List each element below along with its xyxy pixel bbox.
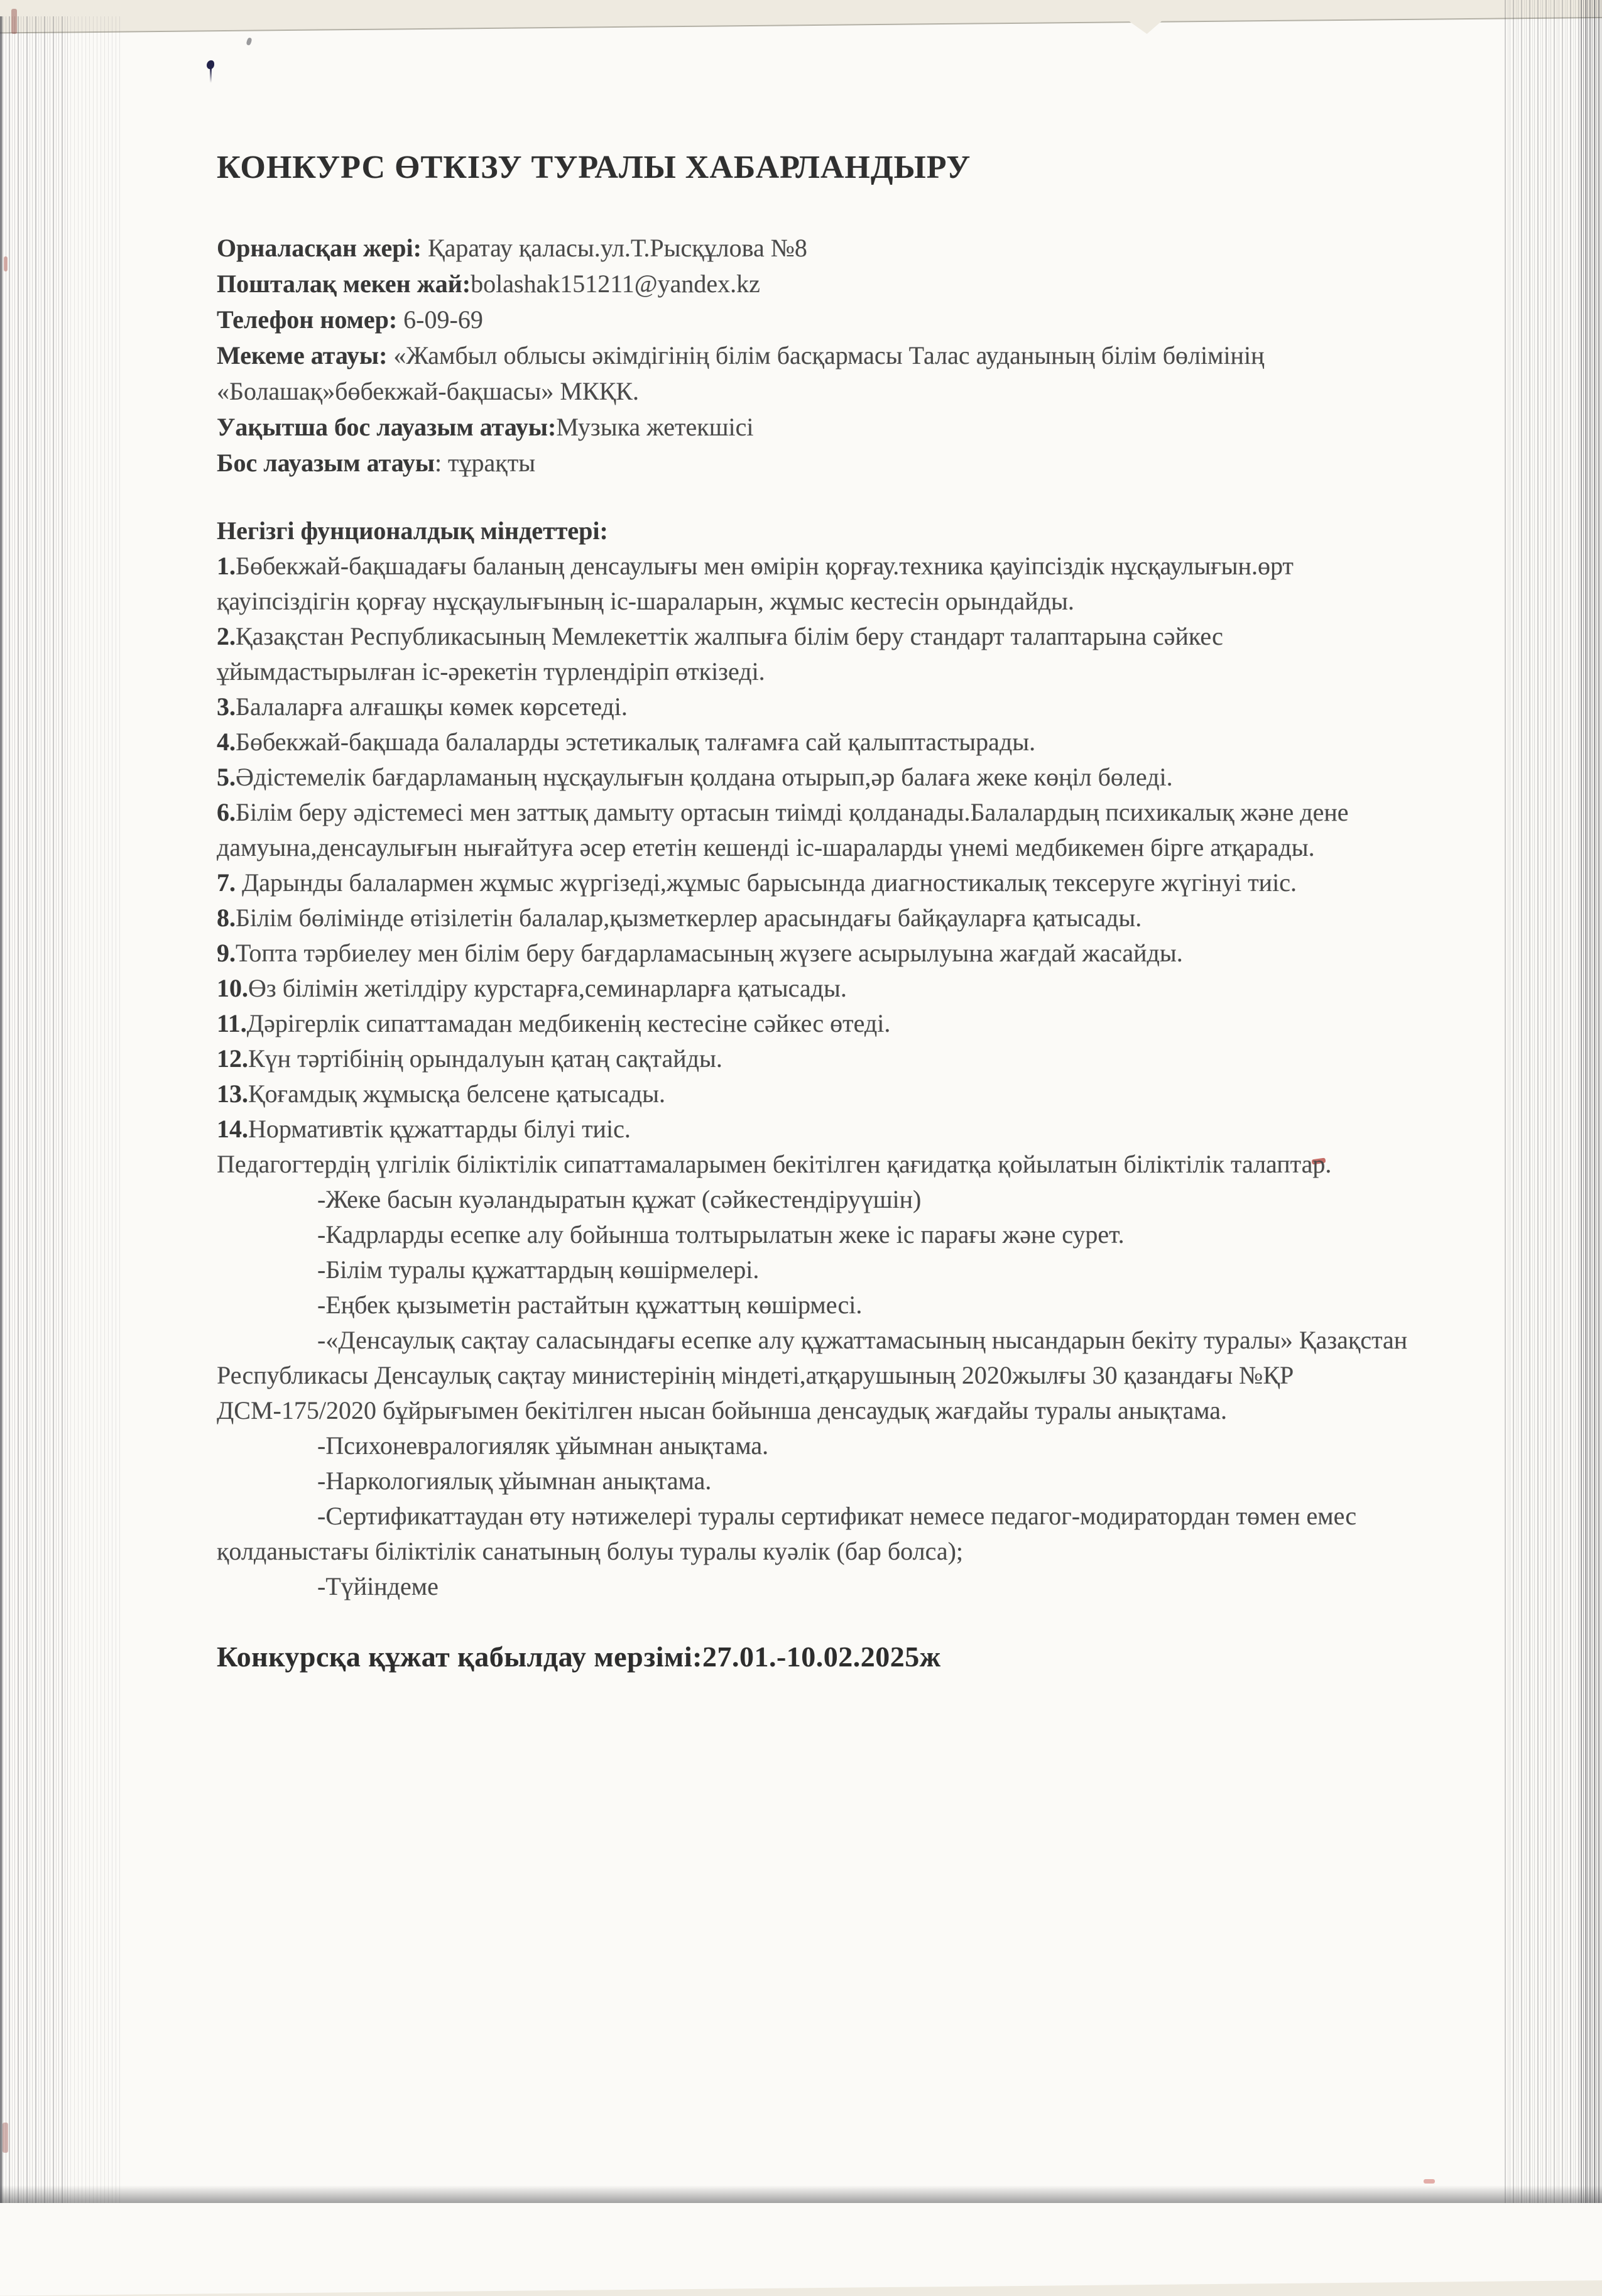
duty-item	[217, 724, 1414, 760]
info-label: Уақытша бос лауазым атауы:	[217, 413, 556, 441]
required-document-item: -Жеке басын куәландыратын құжат (сәйкестендіруүшін)	[217, 1182, 1414, 1217]
duty-item	[217, 760, 1414, 795]
duty-text: Нормативтік құжаттарды білуі тиіс.	[248, 1115, 631, 1143]
info-block	[217, 230, 1414, 481]
duty-text: Топта тәрбиелеу мен білім беру бағдарламасының жүзеге асырылуына жағдай жасайды.	[236, 939, 1183, 967]
info-line	[217, 409, 1414, 445]
red-speck	[11, 9, 17, 34]
required-document-item: -Еңбек қызыметін растайтын құжаттың көшірмесі.	[217, 1287, 1414, 1323]
duty-item	[217, 865, 1414, 900]
required-document-item: -Сертификаттаудан өту нәтижелері туралы сертификат немесе педагог-модиратордан төмен емес қолданыстағы біліктілік санатының болуы туралы куәлік (бар болса);	[217, 1499, 1414, 1569]
duty-item	[217, 1112, 1414, 1147]
scan-streaks-right-dark	[1581, 0, 1602, 2203]
info-value: «Жамбыл облысы әкімдігінің білім басқармасы Талас ауданының білім бөлімінің «Болашақ»бөбекжай-бақшасы» МКҚК.	[217, 341, 1264, 405]
duty-text: Әдістемелік бағдарламаның нұсқаулығын қолдана отырып,әр балаға жеке көңіл бөледі.	[236, 763, 1173, 791]
info-label: Телефон номер:	[217, 305, 397, 334]
info-value: Музыка жетекшісі	[556, 413, 753, 441]
info-label: Мекеме атауы:	[217, 341, 387, 369]
duty-number: 5.	[217, 763, 236, 791]
scan-streaks-left	[0, 16, 70, 2203]
duty-number: 8.	[217, 904, 236, 932]
info-line	[217, 445, 1414, 481]
document-body	[217, 148, 1414, 1698]
required-document-item: -Наркологиялық ұйымнан анықтама.	[217, 1463, 1414, 1499]
duty-item	[217, 1076, 1414, 1112]
duty-text: Бөбекжай-бақшада балаларды эстетикалық талғамға сай қалыптастырады.	[236, 728, 1035, 756]
duty-item	[217, 900, 1414, 936]
duty-number: 11.	[217, 1009, 247, 1037]
duty-number: 12.	[217, 1044, 248, 1073]
duty-number: 1.	[217, 552, 236, 580]
duty-number: 4.	[217, 728, 236, 756]
duty-text: Күн тәртібінің орындалуын қатаң сақтайды.	[248, 1044, 722, 1073]
deadline-line: Конкурсқа құжат қабылдау мерзімі:27.01.-10.02.2025ж	[217, 1639, 1414, 1675]
qualification-note: Педагогтердің үлгілік біліктілік сипаттамаларымен бекітілген қағидатқа қойылатын біліктілік талаптар.	[217, 1147, 1414, 1182]
required-document-item: -Түйіндеме	[217, 1569, 1414, 1604]
duty-text: Қоғамдық жұмысқа белсене қатысады.	[248, 1080, 665, 1108]
duty-item	[217, 795, 1414, 865]
required-documents-list	[217, 1182, 1414, 1604]
info-line	[217, 266, 1414, 302]
duty-item	[217, 971, 1414, 1006]
duty-text: Дәрігерлік сипаттамадан медбикенің кестесіне сәйкес өтеді.	[247, 1009, 891, 1037]
scan-edge-left-line	[0, 16, 3, 2203]
info-label: Орналасқан жері:	[217, 234, 422, 262]
duty-item	[217, 689, 1414, 724]
duty-text: Білім беру әдістемесі мен заттық дамыту ортасын тиімді қолданады.Балалардың психикалық және дене дамуына,денсаулығын нығайтуға әсер ететін кешенді іс-шараларды үнемі медбикемен бірге атқарады.	[217, 798, 1348, 861]
duty-number: 9.	[217, 939, 236, 967]
duty-number: 14.	[217, 1115, 248, 1143]
duty-number: 3.	[217, 692, 236, 721]
red-speck	[4, 256, 8, 271]
required-document-item: -Білім туралы құжаттардың көшірмелері.	[217, 1252, 1414, 1287]
duty-item	[217, 1006, 1414, 1041]
duty-number: 6.	[217, 798, 236, 826]
duty-text: Өз білімін жетілдіру курстарға,семинарларға қатысады.	[248, 974, 847, 1002]
ink-mark	[207, 60, 214, 69]
info-label: Бос лауазым атауы	[217, 449, 435, 477]
required-document-item: -Кадрларды есепке алу бойынша толтырылатын жеке іс парағы және сурет.	[217, 1217, 1414, 1252]
duty-text: Қазақстан Республикасының Мемлекеттік жалпыға білім беру стандарт талаптарына сәйкес ұйымдастырылған іс-әрекетін түрлендіріп өткізеді.	[217, 622, 1223, 686]
duty-item	[217, 619, 1414, 689]
info-line	[217, 230, 1414, 266]
info-value: bolashak151211@yandex.kz	[471, 270, 760, 298]
info-value: Қаратау қаласы.ул.Т.Рысқұлова №8	[422, 234, 807, 262]
duty-text: Дарынды балалармен жұмыс жүргізеді,жұмыс барысында диагностикалық тексеруге жүгінуі тиіс.	[236, 868, 1297, 897]
required-document-item: -Психоневралогияляк ұйымнан анықтама.	[217, 1428, 1414, 1463]
red-speck	[1424, 2179, 1435, 2184]
scan-bottom-shadow	[0, 2185, 1602, 2203]
required-document-item: -«Денсаулық сақтау саласындағы есепке алу құжаттамасының нысандарын бекіту туралы» Қазақстан Республикасы Денсаулық сақтау министерінің міндеті,атқарушының 2020жылғы 30 қазандағы №ҚР ДСМ-175/2020 бұйрығымен бекітілген нысан бойынша денсаудық жағдайы туралы анықтама.	[217, 1323, 1414, 1428]
duty-item	[217, 549, 1414, 619]
duties-list	[217, 549, 1414, 1147]
info-value: 6-09-69	[397, 305, 483, 334]
info-line	[217, 302, 1414, 337]
info-line	[217, 337, 1414, 409]
duty-number: 7.	[217, 868, 236, 897]
duty-text: Бөбекжай-бақшадағы баланың денсаулығы мен өмірін қорғау.техника қауіпсіздік нұсқаулығын.өрт қауіпсіздігін қорғау нұсқаулығының іс-шараларын, жұмыс кестесін орындайды.	[217, 552, 1294, 615]
duty-item	[217, 936, 1414, 971]
info-value: : тұрақты	[435, 449, 535, 477]
scan-streaks-left-fade	[70, 16, 121, 2203]
red-speck	[3, 2123, 8, 2153]
info-label: Пошталақ мекен жай:	[217, 270, 471, 298]
duty-number: 13.	[217, 1080, 248, 1108]
duty-number: 2.	[217, 622, 236, 650]
duty-number: 10.	[217, 974, 248, 1002]
page-title: КОНКУРС ӨТКІЗУ ТУРАЛЫ ХАБАРЛАНДЫРУ	[217, 148, 1414, 187]
duty-text: Балаларға алғашқы көмек көрсетеді.	[236, 692, 628, 721]
duty-item	[217, 1041, 1414, 1076]
duty-text: Білім бөлімінде өтізілетін балалар,қызметкерлер арасындағы байқауларға қатысады.	[236, 904, 1142, 932]
duties-heading: Негізгі фунционалдық міндеттері:	[217, 513, 1414, 549]
